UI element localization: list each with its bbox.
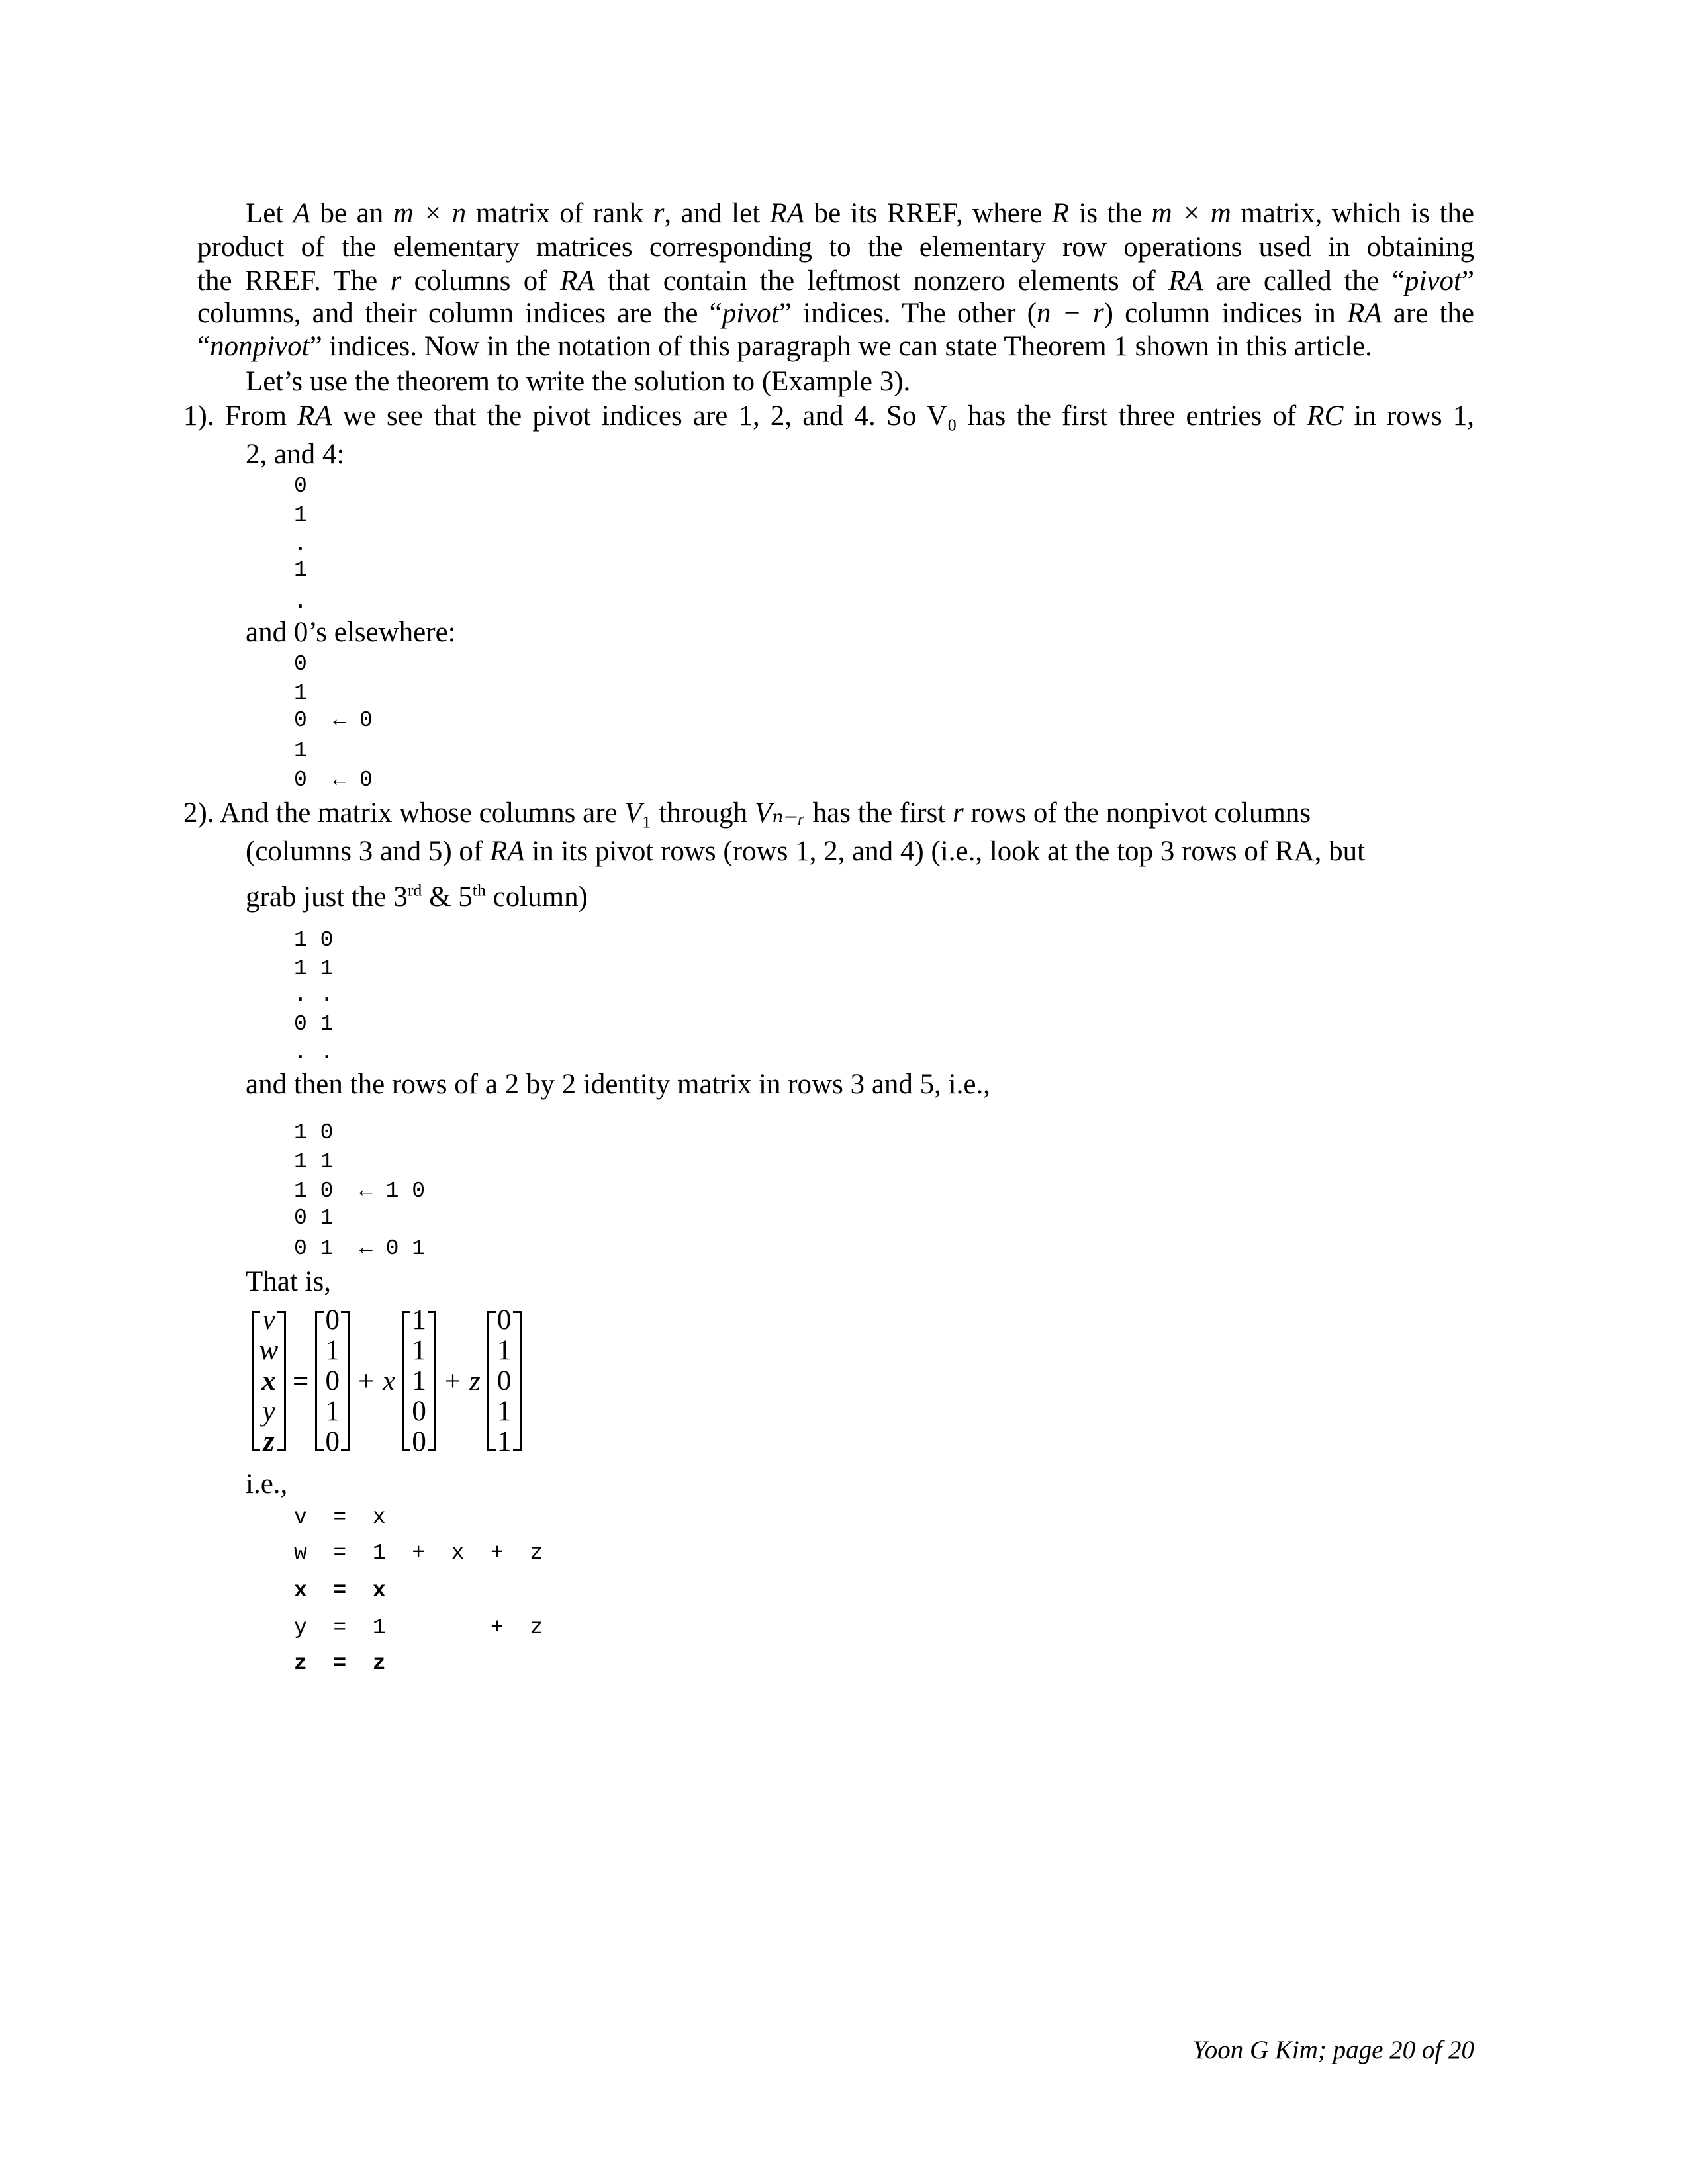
v0-vector (315, 1306, 350, 1457)
v2-vector (487, 1306, 522, 1457)
text-segment: m × m (1151, 198, 1231, 229)
text-segment: columns of (401, 265, 560, 296)
text-segment: we see that the pivot indices are 1, 2, and 4. So V₀ has the first three entries of (332, 400, 1307, 432)
text-segment: that contain the leftmost nonzero elements of (594, 265, 1169, 296)
mono-line: 1 0 (294, 1120, 334, 1145)
equals-sign: = (293, 1365, 309, 1397)
text-segment: RA (1347, 298, 1382, 329)
mono-line: 1 0 (294, 928, 334, 952)
text-segment: RA (297, 400, 332, 432)
lhs-y: y (262, 1396, 275, 1427)
mono-line: . . (294, 1040, 334, 1065)
text-segment: RA (490, 836, 525, 867)
text-segment: A (293, 198, 311, 229)
v1-entry: 1 (412, 1304, 426, 1336)
mono-line: v = x (294, 1505, 386, 1529)
v2-entry: 0 (496, 1304, 512, 1336)
text-segment: (columns 3 and 5) of (246, 836, 491, 867)
text-segment: 2). And the matrix whose columns are (183, 797, 625, 829)
v0-entry: 0 (325, 1426, 340, 1457)
text-segment: r (390, 265, 402, 296)
v1-entry: 0 (412, 1426, 426, 1457)
v2-entry: 1 (496, 1426, 512, 1457)
text-segment: rows of the nonpivot columns (963, 797, 1311, 829)
text-segment: ” (1461, 265, 1474, 296)
text-line (183, 399, 1474, 433)
text-line (197, 296, 1474, 331)
mono-line: 1 (294, 681, 307, 705)
text-segment: are the (1382, 298, 1474, 329)
text-segment: ” indices. The other ( (778, 298, 1037, 329)
mono-line: 1 0 ← 1 0 (294, 1179, 426, 1203)
lhs-v: v (262, 1304, 275, 1336)
text-segment: , and let (664, 198, 770, 229)
text-segment: r (653, 198, 665, 229)
text-segment: Let (246, 198, 293, 229)
v0-entry: 1 (325, 1335, 340, 1366)
text-segment: ” indices. Now in the notation of this paragraph we can state Theorem 1 shown in this article. (309, 331, 1372, 362)
elsewhere-label: and 0’s elsewhere: (246, 617, 456, 648)
text-segment: RA (1168, 265, 1203, 296)
v1-entry: 1 (412, 1365, 426, 1396)
mono-line: 0 1 (294, 1012, 334, 1036)
text-segment: product of the elementary matrices corresponding to the elementary row operations used in obtaining (197, 232, 1474, 263)
mono-line: 0 ← 0 (294, 768, 373, 792)
text-line (246, 437, 344, 472)
text-segment: n − r (1036, 298, 1104, 329)
text-segment: has the first (805, 797, 953, 829)
text-segment: m × n (393, 198, 467, 229)
text-segment: “ (197, 331, 211, 362)
mono-line: 0 ← 0 (294, 708, 373, 733)
text-segment: 2, and 4: (246, 439, 345, 470)
mono-line: . (294, 532, 307, 557)
text-segment: 1). From (183, 400, 298, 432)
text-segment: in its pivot rows (rows 1, 2, and 4) (i.e., look at the top 3 rows of RA, but (524, 836, 1366, 867)
text-segment: be an (310, 198, 393, 229)
text-segment: columns, and their column indices are the “ (197, 298, 722, 329)
text-segment: grab just the 3rd & 5th column) (246, 881, 588, 913)
text-segment: matrix of rank (466, 198, 653, 229)
that-is-label: That is, (246, 1266, 331, 1297)
text-segment: R (1051, 198, 1069, 229)
lhs-z: z (263, 1426, 275, 1457)
v1-entry: 1 (412, 1335, 426, 1366)
mono-line: 1 1 (294, 1150, 334, 1174)
v2-entry: 1 (496, 1335, 512, 1366)
text-segment: nonpivot (210, 331, 310, 362)
text-segment: ) column indices in (1103, 298, 1347, 329)
mono-line: . . (294, 983, 334, 1007)
v1-entry: 0 (412, 1396, 426, 1427)
mono-line: y = 1 + z (294, 1615, 543, 1640)
lhs-w: w (259, 1335, 279, 1366)
plus-z: + z (443, 1365, 481, 1397)
text-segment: be its RREF, where (804, 198, 1052, 229)
text-segment: is the (1069, 198, 1152, 229)
text-segment: r (953, 797, 964, 829)
text-line (197, 330, 1372, 364)
v2-entry: 1 (496, 1396, 512, 1427)
v1-vector (402, 1306, 436, 1457)
mono-line: 0 1 ← 0 1 (294, 1236, 426, 1261)
text-line (183, 796, 1311, 831)
mono-line: 1 (294, 503, 307, 527)
text-segment: matrix, which is the (1231, 198, 1474, 229)
text-segment: in rows 1, (1343, 400, 1474, 432)
ie-label: i.e., (246, 1469, 288, 1500)
mono-line: 1 (294, 558, 307, 582)
text-segment: V (754, 797, 773, 829)
mono-line: 0 (294, 474, 307, 498)
mono-line: 0 1 (294, 1206, 334, 1230)
mono-line: . (294, 590, 307, 614)
mono-line: x = x (294, 1578, 386, 1603)
text-line (197, 230, 1474, 265)
theorem-usage-line: Let’s use the theorem to write the solution to (Example 3). (246, 366, 911, 397)
text-segment: pivot (722, 298, 779, 329)
mono-line: z = z (294, 1651, 386, 1676)
v0-entry: 0 (325, 1365, 340, 1396)
text-segment: V (624, 797, 642, 829)
text-line (246, 835, 1365, 869)
mono-line: w = 1 + x + z (294, 1541, 543, 1565)
text-line (246, 874, 588, 915)
v0-entry: 1 (325, 1396, 340, 1427)
lhs-vector (252, 1306, 286, 1457)
identity-label: and then the rows of a 2 by 2 identity matrix in rows 3 and 5, i.e., (246, 1069, 990, 1100)
text-segment: RA (559, 265, 595, 296)
text-segment: ₁ through (641, 797, 755, 829)
page-footer: Yoon G Kim; page 20 of 20 (1192, 2036, 1474, 2064)
text-segment: RA (769, 198, 805, 229)
text-segment: ₙ₋ᵣ (772, 797, 806, 829)
text-segment: are called the “ (1203, 265, 1405, 296)
text-segment: RC (1307, 400, 1344, 432)
text-line (197, 264, 1474, 298)
v0-entry: 0 (325, 1304, 340, 1336)
mono-line: 1 (294, 739, 307, 763)
text-segment: the RREF. The (197, 265, 391, 296)
mono-line: 0 (294, 652, 307, 676)
plus-x: + x (356, 1365, 396, 1397)
vector-equation (252, 1298, 522, 1464)
mono-line: 1 1 (294, 956, 334, 981)
text-segment: pivot (1404, 265, 1462, 296)
text-line (246, 197, 1474, 231)
lhs-x: x (261, 1365, 276, 1396)
v2-entry: 0 (496, 1365, 512, 1396)
